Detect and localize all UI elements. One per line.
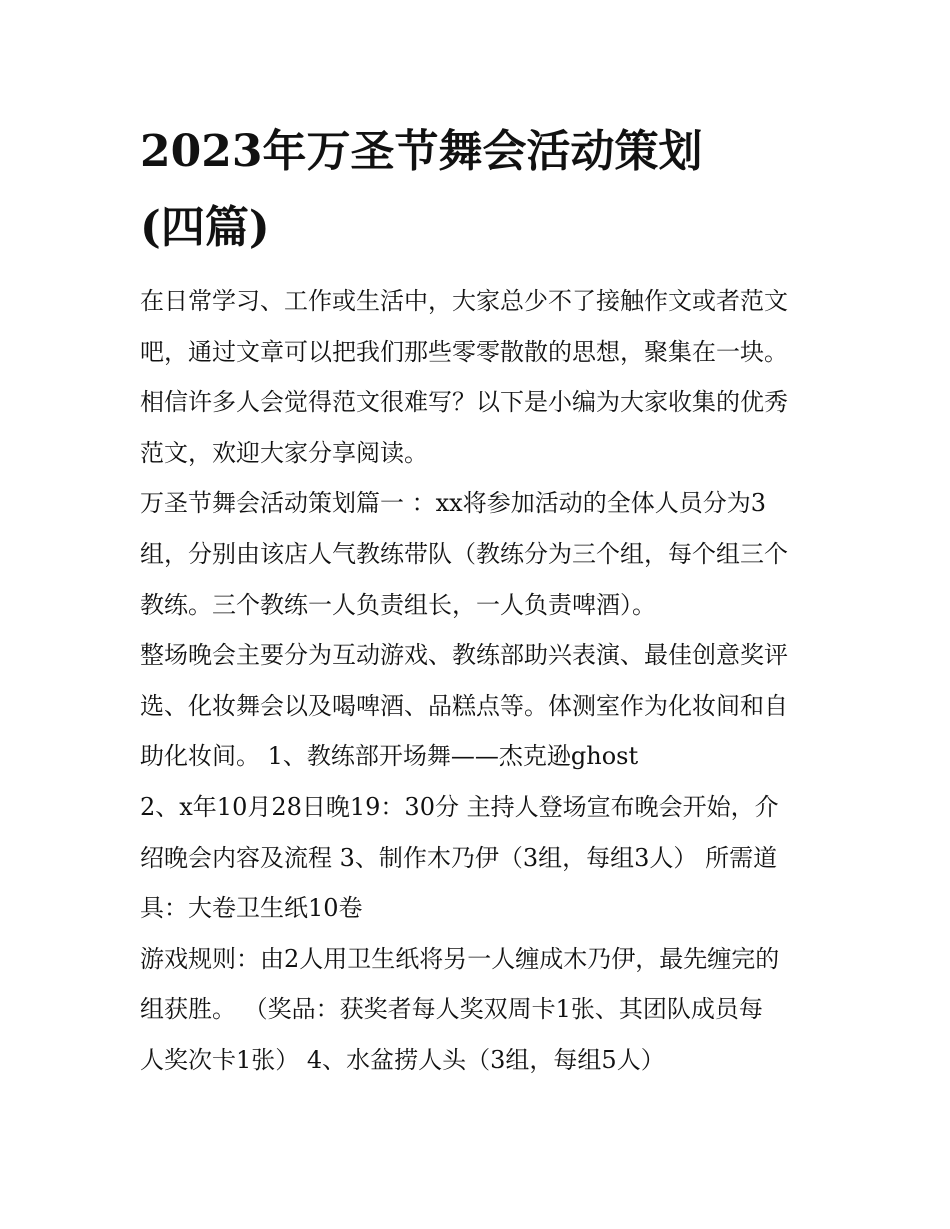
body-line: 助化妆间。 1、教练部开场舞——杰克逊ghost bbox=[140, 742, 639, 771]
body-line: 在日常学习、工作或生活中，大家总少不了接触作文或者范文 bbox=[140, 287, 788, 315]
body-line: 绍晚会内容及流程 3、制作木乃伊（3组，每组3人） 所需道 bbox=[140, 843, 778, 872]
title-line-1: 2023年万圣节舞会活动策划 bbox=[140, 126, 703, 177]
body-line: 游戏规则：由2人用卫生纸将另一人缠成木乃伊，最先缠完的 bbox=[140, 944, 780, 973]
body-line: 万圣节舞会活动策划篇一 ：xx将参加活动的全体人员分为3 bbox=[140, 489, 766, 518]
document-body bbox=[140, 276, 820, 1086]
body-line: 人奖次卡1张） 4、水盆捞人头（3组，每组5人） bbox=[140, 1045, 665, 1074]
body-line: 教练。三个教练一人负责组长，一人负责啤酒）。 bbox=[140, 590, 656, 619]
body-line: 整场晚会主要分为互动游戏、教练部助兴表演、最佳创意奖评 bbox=[140, 641, 788, 670]
body-line: 相信许多人会觉得范文很难写？以下是小编为大家收集的优秀 bbox=[140, 388, 788, 417]
body-line: 具：大卷卫生纸10卷 bbox=[140, 894, 363, 923]
document-title bbox=[140, 114, 820, 266]
body-line: 吧，通过文章可以把我们那些零零散散的思想，聚集在一块。 bbox=[140, 337, 788, 366]
body-line: 选、化妆舞会以及喝啤酒、品糕点等。体测室作为化妆间和自 bbox=[140, 691, 788, 720]
body-line: 组，分别由该店人气教练带队（教练分为三个组，每个组三个 bbox=[140, 539, 788, 568]
body-line: 组获胜。 （奖品：获奖者每人奖双周卡1张、其团队成员每 bbox=[140, 995, 763, 1024]
title-line-2: (四篇) bbox=[140, 202, 270, 253]
body-line: 2、x年10月28日晚19：30分 主持人登场宣布晚会开始，介 bbox=[140, 792, 779, 821]
body-line: 范文，欢迎大家分享阅读。 bbox=[140, 438, 428, 467]
